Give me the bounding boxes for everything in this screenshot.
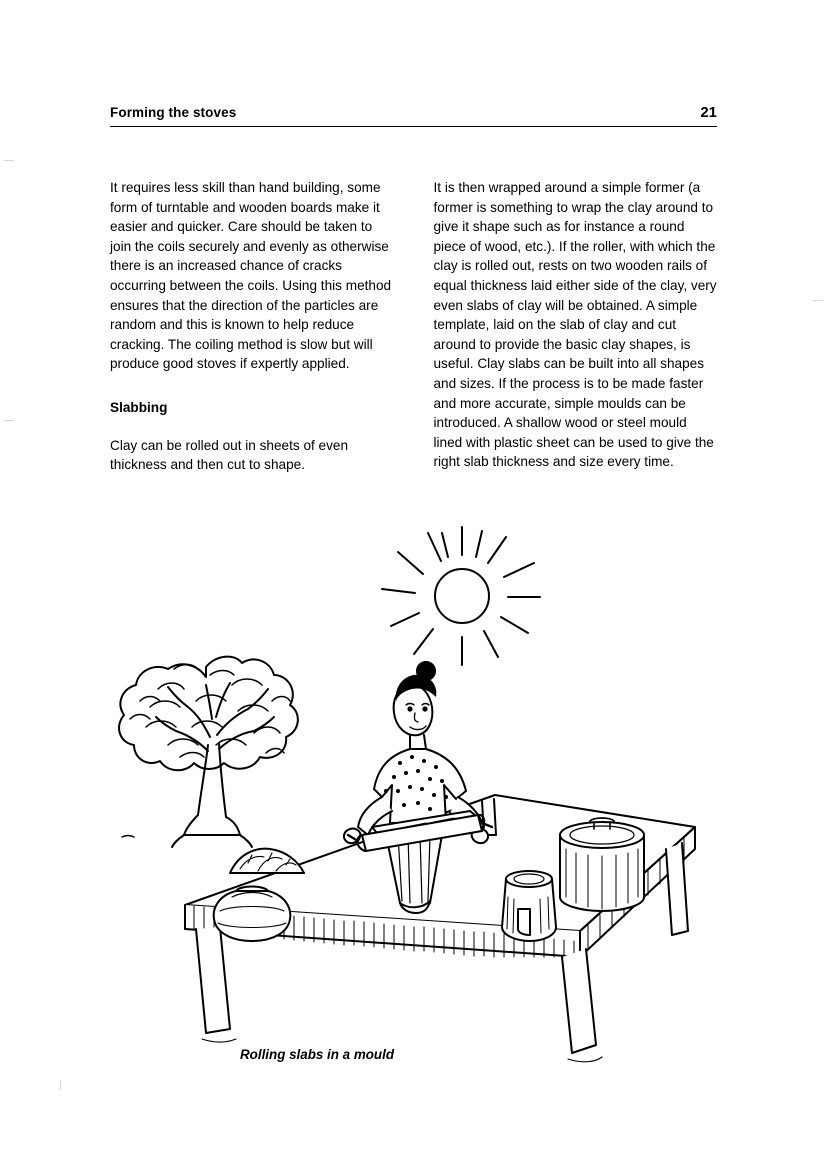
paragraph-coiling: It requires less skill than hand building, some form of turntable and wooden boards make it easier and quicker. Care should be taken to join the coils securely and evenly as otherwise there is an increased chance of cracks occurring between the coils. Using this method ensures that the direction of the particles are random and this is known to help reduce cracking. The coiling method is slow but will produce good stoves if expertly applied. [110,180,392,372]
table-leg-front-right [562,949,596,1053]
figure-illustration [110,505,717,1085]
clay-pot [214,891,291,941]
subheading-slabbing: Slabbing [110,399,168,415]
paragraph-slabbing: Clay can be rolled out in sheets of even thickness and then cut to shape. [110,437,349,473]
rolling-slabs-drawing [110,505,717,1085]
column-right [434,178,718,475]
edge-tick [813,300,823,301]
table-leg-front-left [196,927,230,1033]
tree-canopy [119,657,298,771]
sun-disc [435,569,489,623]
paragraph-former: It is then wrapped around a simple former (a former is something to wrap the clay around to give it shape such as for instance a round piece of wood, etc.). If the roller, with which the clay is rolled out, rests on two wooden rails of equal thickness laid either side of the clay, very even slabs of clay will be obtained. A simple template, laid on the slab of clay and cut around to provide the basic clay shapes, is useful. Clay slabs can be built into all shapes and sizes. If the process is to be made faster and more accurate, simple moulds can be introduced. A shallow wood or steel mould lined with plastic sheet can be used to give the right slab thickness and size every time. [433,180,717,470]
chapter-title: Forming the stoves [110,105,237,120]
table-leg-back-right [666,843,688,935]
page-number: 21 [700,104,717,121]
edge-tick [4,420,14,421]
figure-caption: Rolling slabs in a mould [240,1047,395,1062]
edge-tick [60,1080,61,1090]
column-left [110,178,394,475]
running-head [110,104,717,127]
body-columns [110,178,717,475]
edge-tick [4,160,14,161]
